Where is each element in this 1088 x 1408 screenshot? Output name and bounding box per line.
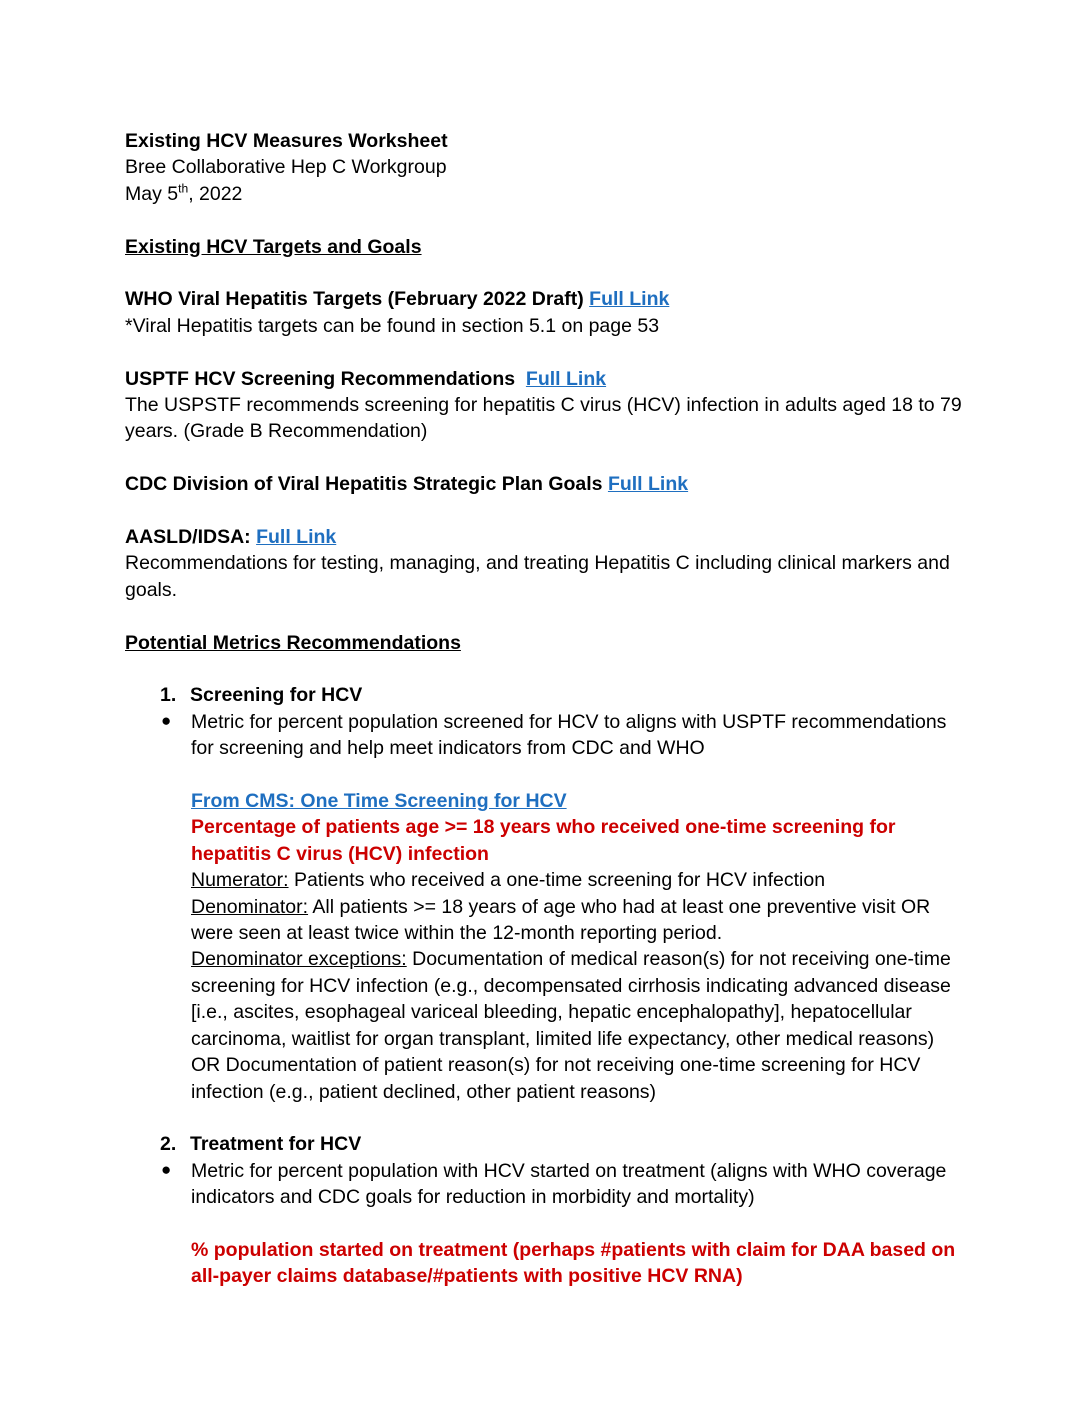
entry-aasld-title: AASLD/IDSA: (125, 526, 251, 549)
exceptions-text: Documentation of medical reason(s) for not receiving one-time screening for HCV infection (e.g., decompensated cirrhosis indicating advanced disease [i.e., ascites, esophageal variceal bleeding, hepatic encephalopathy], hepatocellular carcinoma, waitlist for organ transplant, limited life expectancy, other medical reasons) OR Documentation of patient reason(s) for not receiving one-time screening for HCV infection (e.g., patient declined, other patient reasons) (191, 948, 951, 1103)
list-marker-1: 1. (160, 684, 177, 707)
entry-aasld-body: Recommendations for testing, managing, and treating Hepatitis C including clinical markers and goals. (125, 552, 950, 601)
full-link-aasld[interactable]: Full Link (256, 526, 337, 549)
spacer (125, 1105, 963, 1131)
section-heading-potential-metrics: Potential Metrics Recommendations (125, 631, 461, 654)
date-ordinal-suffix: th (178, 181, 189, 196)
document-body (125, 128, 963, 1290)
treatment-bullet-text: Metric for percent population with HCV started on treatment (aligns with WHO coverage indicators and CDC goals for reduction in morbidity and mortality) (191, 1159, 947, 1209)
metric-title-treatment: Treatment for HCV (190, 1133, 362, 1156)
bullet-dot-icon: ● (161, 710, 172, 730)
entry-aasld-title-line (125, 524, 963, 550)
full-link-usptf[interactable]: Full Link (525, 367, 607, 390)
date-prefix: May 5 (125, 182, 179, 205)
numerator-line (191, 867, 963, 893)
spacer (125, 656, 963, 682)
spacer (125, 1211, 963, 1237)
screening-bullet-text: Metric for percent population screened for HCV to aligns with USPTF recommendations for screening and help meet indicators from CDC and WHO (191, 710, 947, 760)
numerator-label: Numerator: (191, 869, 289, 892)
bullet-dot-icon: ● (161, 1159, 172, 1179)
denominator-line (191, 894, 963, 947)
cms-source-link[interactable]: From CMS: One Time Screening for HCV (191, 790, 567, 813)
spacer (125, 498, 963, 524)
list-item (125, 1131, 963, 1157)
numerator-text: Patients who received a one-time screening for HCV infection (288, 869, 826, 892)
metric-title-screening: Screening for HCV (190, 684, 363, 707)
spacer (125, 260, 963, 286)
entry-usptf-title: USPTF HCV Screening Recommendations (125, 367, 516, 390)
document-subtitle: Bree Collaborative Hep C Workgroup (125, 156, 447, 179)
page-title: Existing HCV Measures Worksheet (125, 130, 448, 152)
entry-usptf-body: The USPSTF recommends screening for hepatitis C virus (HCV) infection in adults aged 18 to 79 years. (Grade B Recommendation) (125, 394, 962, 443)
full-link-who[interactable]: Full Link (589, 288, 670, 311)
list-marker-2: 2. (160, 1133, 177, 1156)
entry-who-title: WHO Viral Hepatitis Targets (February 2022 Draft) (125, 288, 584, 311)
denominator-label: Denominator: (191, 895, 309, 918)
list-item (157, 1158, 963, 1211)
cms-measure-title: Percentage of patients age >= 18 years who received one-time screening for hepatitis C virus (HCV) infection (191, 816, 896, 865)
document-date (125, 181, 963, 207)
entry-cdc-title: CDC Division of Viral Hepatitis Strategic Plan Goals (125, 473, 603, 496)
treatment-detail-block (191, 1237, 963, 1290)
exceptions-label: Denominator exceptions: (191, 948, 407, 971)
entry-who-body: *Viral Hepatitis targets can be found in section 5.1 on page 53 (125, 314, 660, 337)
date-rest: , 2022 (188, 182, 243, 205)
list-item (157, 709, 963, 762)
cms-source-line (191, 788, 963, 814)
list-item (125, 682, 963, 708)
exceptions-line (191, 946, 963, 1104)
treatment-measure-title: % population started on treatment (perhaps #patients with claim for DAA based on all-payer claims database/#patients with positive HCV RNA) (191, 1238, 956, 1288)
entry-usptf-title-line (125, 366, 963, 392)
section-heading-targets-and-goals: Existing HCV Targets and Goals (125, 235, 422, 258)
spacer (125, 339, 963, 365)
spacer (125, 207, 963, 233)
spacer (125, 603, 963, 629)
denominator-text: All patients >= 18 years of age who had at least one preventive visit OR were seen at least twice within the 12-month reporting period. (191, 895, 931, 945)
potential-metrics-list (125, 682, 963, 1289)
full-link-cdc[interactable]: Full Link (607, 473, 689, 496)
spacer (125, 762, 963, 788)
screening-detail-block (191, 788, 963, 1105)
entry-cdc-title-line (125, 471, 963, 497)
screening-bullet-list (125, 709, 963, 762)
treatment-bullet-list (125, 1158, 963, 1211)
spacer (125, 445, 963, 471)
entry-who-title-line (125, 286, 963, 312)
